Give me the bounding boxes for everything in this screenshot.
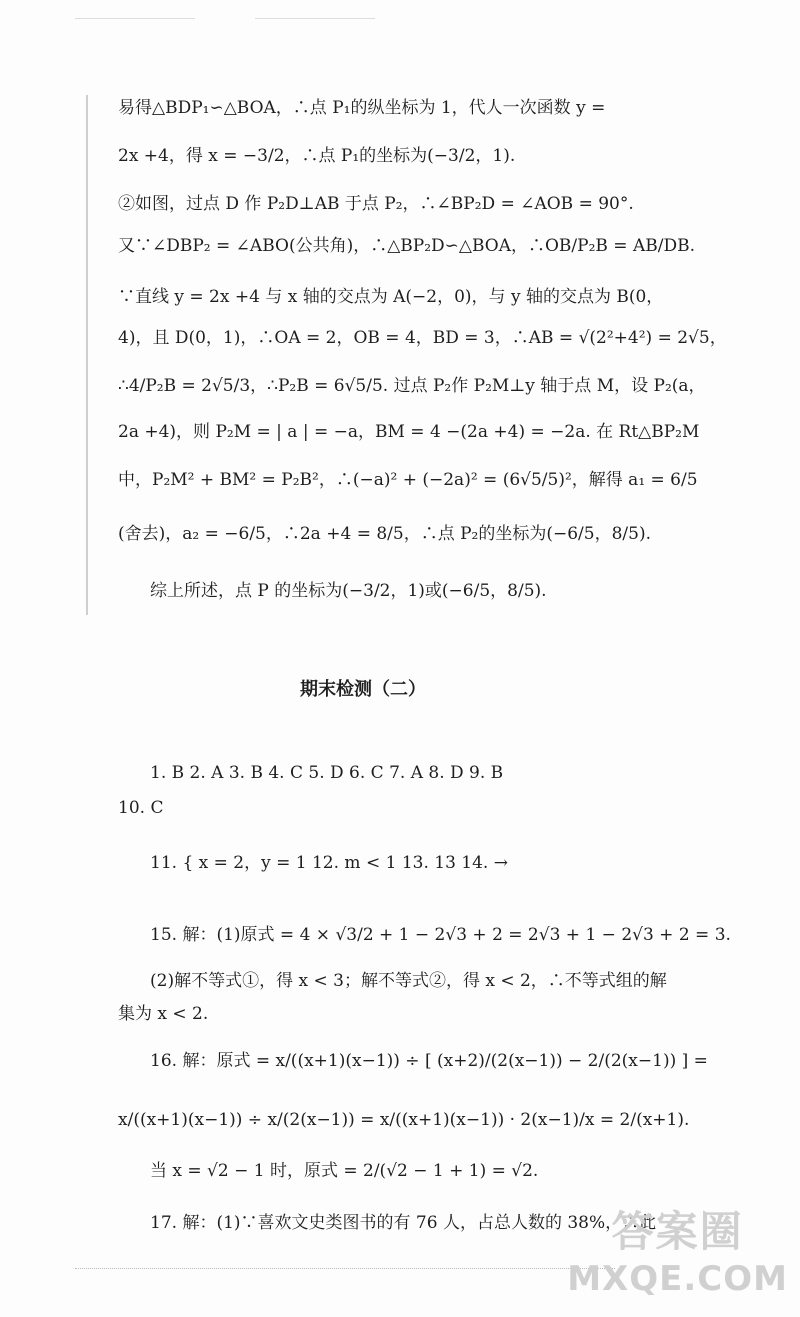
text-line: 中，P₂M² + BM² = P₂B²，∴(−a)² + (−2a)² = (6√5/5)²，解得 a₁ = 6/5: [118, 470, 698, 490]
text-line: 易得△BDP₁∽△BOA，∴点 P₁的纵坐标为 1，代人一次函数 y =: [118, 98, 606, 118]
watermark-site: MXQE.COM: [567, 1259, 788, 1299]
text-line: ∵直线 y = 2x +4 与 x 轴的交点为 A(−2，0)，与 y 轴的交点为 B(0，: [118, 287, 664, 307]
margin-rule: [86, 95, 88, 615]
text-line: 10. C: [118, 798, 164, 818]
text-line: 4)，且 D(0，1)，∴OA = 2，OB = 4，BD = 3，∴AB = √(2²+4²) = 2√5，: [118, 328, 727, 348]
text-line: 2x +4，得 x = −3/2，∴点 P₁的坐标为(−3/2，1).: [118, 146, 516, 166]
text-line: 又∵∠DBP₂ = ∠ABO(公共角)，∴△BP₂D∽△BOA，∴OB/P₂B = AB/DB.: [118, 236, 695, 256]
text-line: 16. 解：原式 = x/((x+1)(x−1)) ÷ [ (x+2)/(2(x−1)) − 2/(2(x−1)) ] =: [150, 1051, 708, 1071]
text-line: ∴4/P₂B = 2√5/3，∴P₂B = 6√5/5. 过点 P₂作 P₂M⊥y 轴于点 M，设 P₂(a，: [118, 376, 706, 396]
text-line: 11. { x = 2，y = 1 12. m < 1 13. 13 14. →: [150, 853, 508, 873]
section-heading: 期末检测（二）: [300, 679, 426, 700]
top-rule-right: [255, 18, 375, 19]
text-line: ②如图，过点 D 作 P₂D⊥AB 于点 P₂，∴∠BP₂D = ∠AOB = 90°.: [118, 194, 634, 214]
watermark-logo: 答案圈: [611, 1207, 744, 1256]
text-line: 当 x = √2 − 1 时，原式 = 2/(√2 − 1 + 1) = √2.: [150, 1161, 539, 1181]
bottom-rule: [75, 1268, 615, 1269]
top-rule-left: [75, 18, 195, 19]
text-line: 15. 解：(1)原式 = 4 × √3/2 + 1 − 2√3 + 2 = 2√3 + 1 − 2√3 + 2 = 3.: [150, 925, 731, 945]
watermark: [567, 1199, 788, 1299]
text-line: x/((x+1)(x−1)) ÷ x/(2(x−1)) = x/((x+1)(x−1)) · 2(x−1)/x = 2/(x+1).: [118, 1110, 690, 1130]
text-line: 2a +4)，则 P₂M = | a | = −a，BM = 4 −(2a +4) = −2a. 在 Rt△BP₂M: [118, 422, 700, 442]
text-line: 1. B 2. A 3. B 4. C 5. D 6. C 7. A 8. D 9. B: [150, 763, 504, 783]
text-line: 集为 x < 2.: [118, 1004, 209, 1024]
text-line: 综上所述，点 P 的坐标为(−3/2，1)或(−6/5，8/5).: [150, 581, 547, 601]
text-line: (舍去)，a₂ = −6/5，∴2a +4 = 8/5，∴点 P₂的坐标为(−6/5，8/5).: [118, 524, 651, 544]
text-line: 17. 解：(1)∵喜欢文史类图书的有 76 人，占总人数的 38%，∴此: [150, 1213, 657, 1233]
text-line: (2)解不等式①，得 x < 3；解不等式②，得 x < 2，∴不等式组的解: [150, 971, 667, 991]
